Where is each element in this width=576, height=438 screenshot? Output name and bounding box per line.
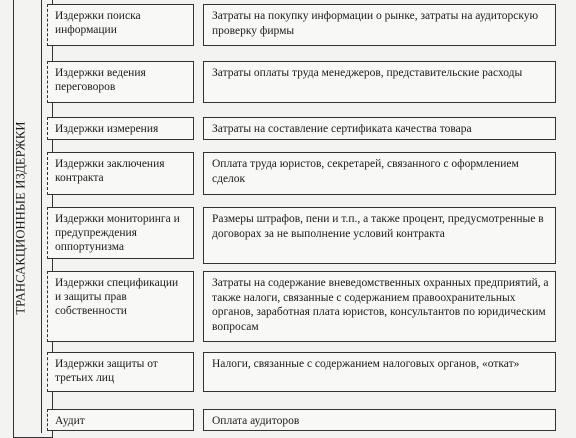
cost-example-measurement: Затраты на составление сертификата качества товара (203, 117, 556, 140)
cost-example-negotiation: Затраты оплаты труда менеджеров, представительские расходы (203, 61, 556, 103)
cost-type-search: Издержки поиска информации (47, 4, 194, 46)
side-label: ТРАНСАКЦИОННЫЕ ИЗДЕРЖКИ (13, 121, 28, 315)
cost-example-monitoring: Размеры штрафов, пени и т.п., а также процент, предусмотренные в договорах за не выполнение условий контракта (203, 207, 556, 264)
cost-example-contract: Оплата труда юристов, секретарей, связанного с оформлением сделок (203, 152, 556, 195)
cost-type-monitoring: Издержки мониторинга и предупреждения оппортунизма (47, 207, 194, 259)
cost-type-negotiation: Издержки ведения переговоров (47, 61, 194, 103)
cost-type-property-rights: Издержки спецификации и защиты прав собственности (47, 271, 194, 342)
cost-type-third-party: Издержки защиты от третьих лиц (47, 352, 194, 392)
cost-example-audit: Оплата аудиторов (203, 409, 556, 431)
cost-type-contract: Издержки заключения контракта (47, 152, 194, 195)
connector-line (41, 0, 42, 433)
cost-example-search: Затраты на покупку информации о рынке, затраты на аудиторскую проверку фирмы (203, 4, 556, 46)
cost-example-property-rights: Затраты на содержание вневедомственных охранных предприятий, а также налоги, связанные с содержанием правоохранительных органов, заработная плата юристов, консультантов по юридическим вопросам (203, 271, 556, 342)
cost-type-measurement: Издержки измерения (47, 117, 194, 140)
cost-example-third-party: Налоги, связанные с содержанием налоговых органов, «откат» (203, 352, 556, 392)
cost-type-audit: Аудит (47, 409, 194, 431)
